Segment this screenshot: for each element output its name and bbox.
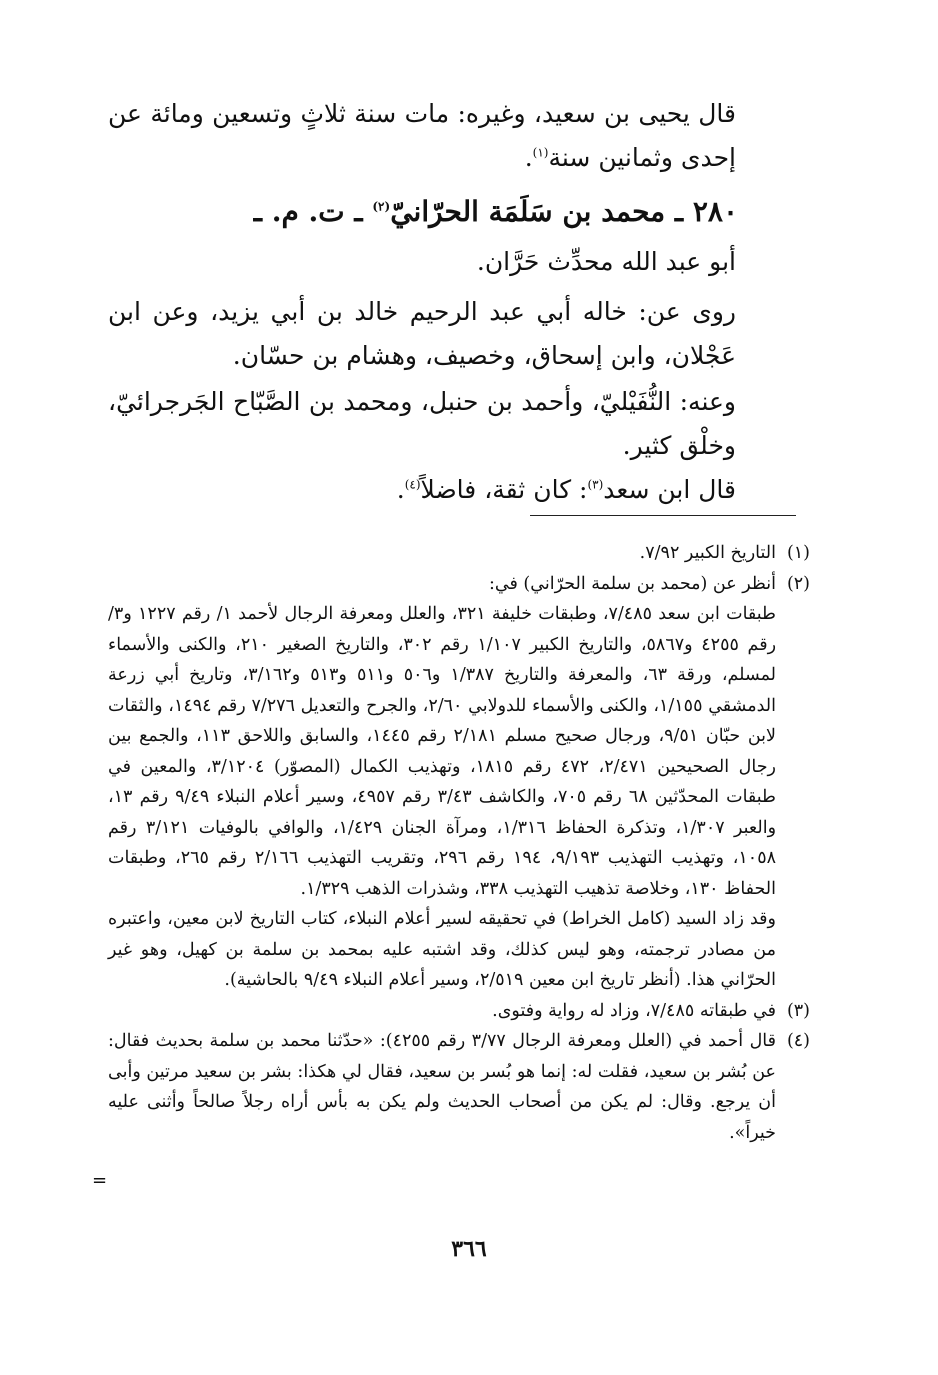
ibn-saad-text-b: : كان ثقة، فاضلاً <box>420 475 588 504</box>
entry-kunya: أبو عبد الله محدِّث حَرَّان. <box>476 247 736 276</box>
footnote-2-remark: وقد زاد السيد (كامل الخراط) في تحقيقه لسير أعلام النبلاء، كتاب التاريخ لابن معين، واعتبره من مصادر ترجمته، وهو ليس كذلك، وقد اشتبه عليه بمحمد بن سلمة بن كهيل، وهو غير الحرّاني هذا. (أنظر تاريخ ابن معين ٢/٥١٩، وسير أعلام النبلاء ٩/٤٩ بالحاشية). <box>108 909 776 990</box>
entry-heading-tail: ـ ت. م. ـ <box>253 195 373 228</box>
footnote-1 <box>108 538 810 569</box>
footnote-2 <box>108 569 810 600</box>
footnote-text: في طبقاته ٧/٤٨٥، وزاد له رواية وفتوى. <box>492 1000 776 1021</box>
entry-heading <box>108 190 798 234</box>
continuation-mark: = <box>92 1170 108 1191</box>
footnote-ref-3: (٣) <box>587 477 604 492</box>
footnote-4 <box>108 1026 810 1148</box>
main-text-block <box>108 92 798 512</box>
narrated-from-paragraph: روى عن: خاله أبي عبد الرحيم خالد بن أبي يزيد، وعن ابن عَجْلان، وابن إسحاق، وخصيف، وهشام بن حسّان. <box>108 297 736 370</box>
footnote-text: التاريخ الكبير ٧/٩٢. <box>639 543 776 563</box>
ibn-saad-end: . <box>396 475 405 504</box>
footnote-ref-2: (٢) <box>372 199 391 214</box>
narrated-by-paragraph: وعنه: النُّفَيْليّ، وأحمد بن حنبل، ومحمد بن الصَّبّاح الجَرجرائيّ، وخلْق كثير. <box>108 387 736 460</box>
footnote-ref-1: (١) <box>532 145 549 160</box>
footnote-text: أنظر عن (محمد بن سلمة الحرّاني) في: <box>489 573 776 594</box>
footnote-separator <box>530 515 796 516</box>
footnotes-block <box>108 538 810 1148</box>
page-number: ٣٦٦ <box>451 1236 487 1262</box>
intro-paragraph <box>108 92 798 180</box>
footnote-number: (٤) <box>786 1031 810 1051</box>
footnote-number: (١) <box>786 543 810 563</box>
ibn-saad-paragraph <box>108 468 798 512</box>
footnote-2-sources: طبقات ابن سعد ٧/٤٨٥، وطبقات خليفة ٣٢١، والعلل ومعرفة الرجال لأحمد ١/ رقم ١٢٢٧ و٣/ رقم ٤٢٥٥ و٥٨٦٧، والتاريخ الكبير ١/١٠٧ رقم ٣٠٢، والتاريخ الصغير ٢١٠، والكنى والأسماء لمسلم، ورقة ٦٣، والمعرفة والتاريخ ١/٣٨٧ و٥٠٦ و٥١١ و٥١٣ و٣/١٦٢، وتاريخ أبي زرعة الدمشقي ١/١٥٥، والكنى والأسماء للدولابي ٢/٦٠، والجرح والتعديل ٧/٢٧٦ رقم ١٤٩٤، والثقات لابن حبّان ٩/٥١، ورجال صحيح مسلم ٢/١٨١ رقم ١٤٤٥، والسابق واللاحق ١١٣، والجمع بين رجال الصحيحين ٢/٤٧١، ٤٧٢ رقم ١٨١٥، وتهذيب الكمال (المصوّر) ٣/١٢٠٤، والمعين في طبقات المحدّثين ٦٨ رقم ٧٠٥، والكاشف ٣/٤٣ رقم ٤٩٥٧، وسير أعلام النبلاء ٩/٤٩ رقم ١٣، والعبر ١/٣٠٧، وتذكرة الحفاظ ١/٣١٦، ومرآة الجنان ١/٤٢٩، والوافي بالوفيات ٣/١٢١ رقم ١٠٥٨، وتهذيب التهذيب ٩/١٩٣، ١٩٤ رقم ٢٩٦، وتقريب التهذيب ٢/١٦٦ رقم ٢٦٥، وطبقات الحفاظ ١٣٠، وخلاصة تذهيب التهذيب ٣٣٨، وشذرات الذهب ١/٣٢٩. <box>108 604 777 899</box>
footnote-number: (٣) <box>786 1000 810 1021</box>
intro-end: . <box>524 143 533 172</box>
entry-heading-text: ٢٨٠ ـ محمد بن سَلَمَة الحرّانيّ <box>390 195 738 228</box>
footnote-3 <box>108 996 810 1027</box>
footnote-number: (٢) <box>786 573 810 594</box>
ibn-saad-text-a: قال ابن سعد <box>603 475 736 504</box>
footnote-ref-4: (٤) <box>404 477 421 492</box>
footnote-text: قال أحمد في (العلل ومعرفة الرجال ٣/٧٧ رقم ٤٢٥٥): «حدّثنا محمد بن سلمة بحديث فقال: عن بُشر بن سعيد، فقلت له: إنما هو بُسر بن سعيد، فقال لي هكذا: بشر بن سعيد مرتين وأبى أن يرجع. وقال: لم يكن من أصحاب الحديث ولم يكن به بأس أراه رجلاً صالحاً وأثنى عليه خيراً». <box>108 1031 777 1143</box>
intro-text: قال يحيى بن سعيد، وغيره: مات سنة ثلاثٍ وتسعين ومائة عن إحدى وثمانين سنة <box>108 99 736 172</box>
